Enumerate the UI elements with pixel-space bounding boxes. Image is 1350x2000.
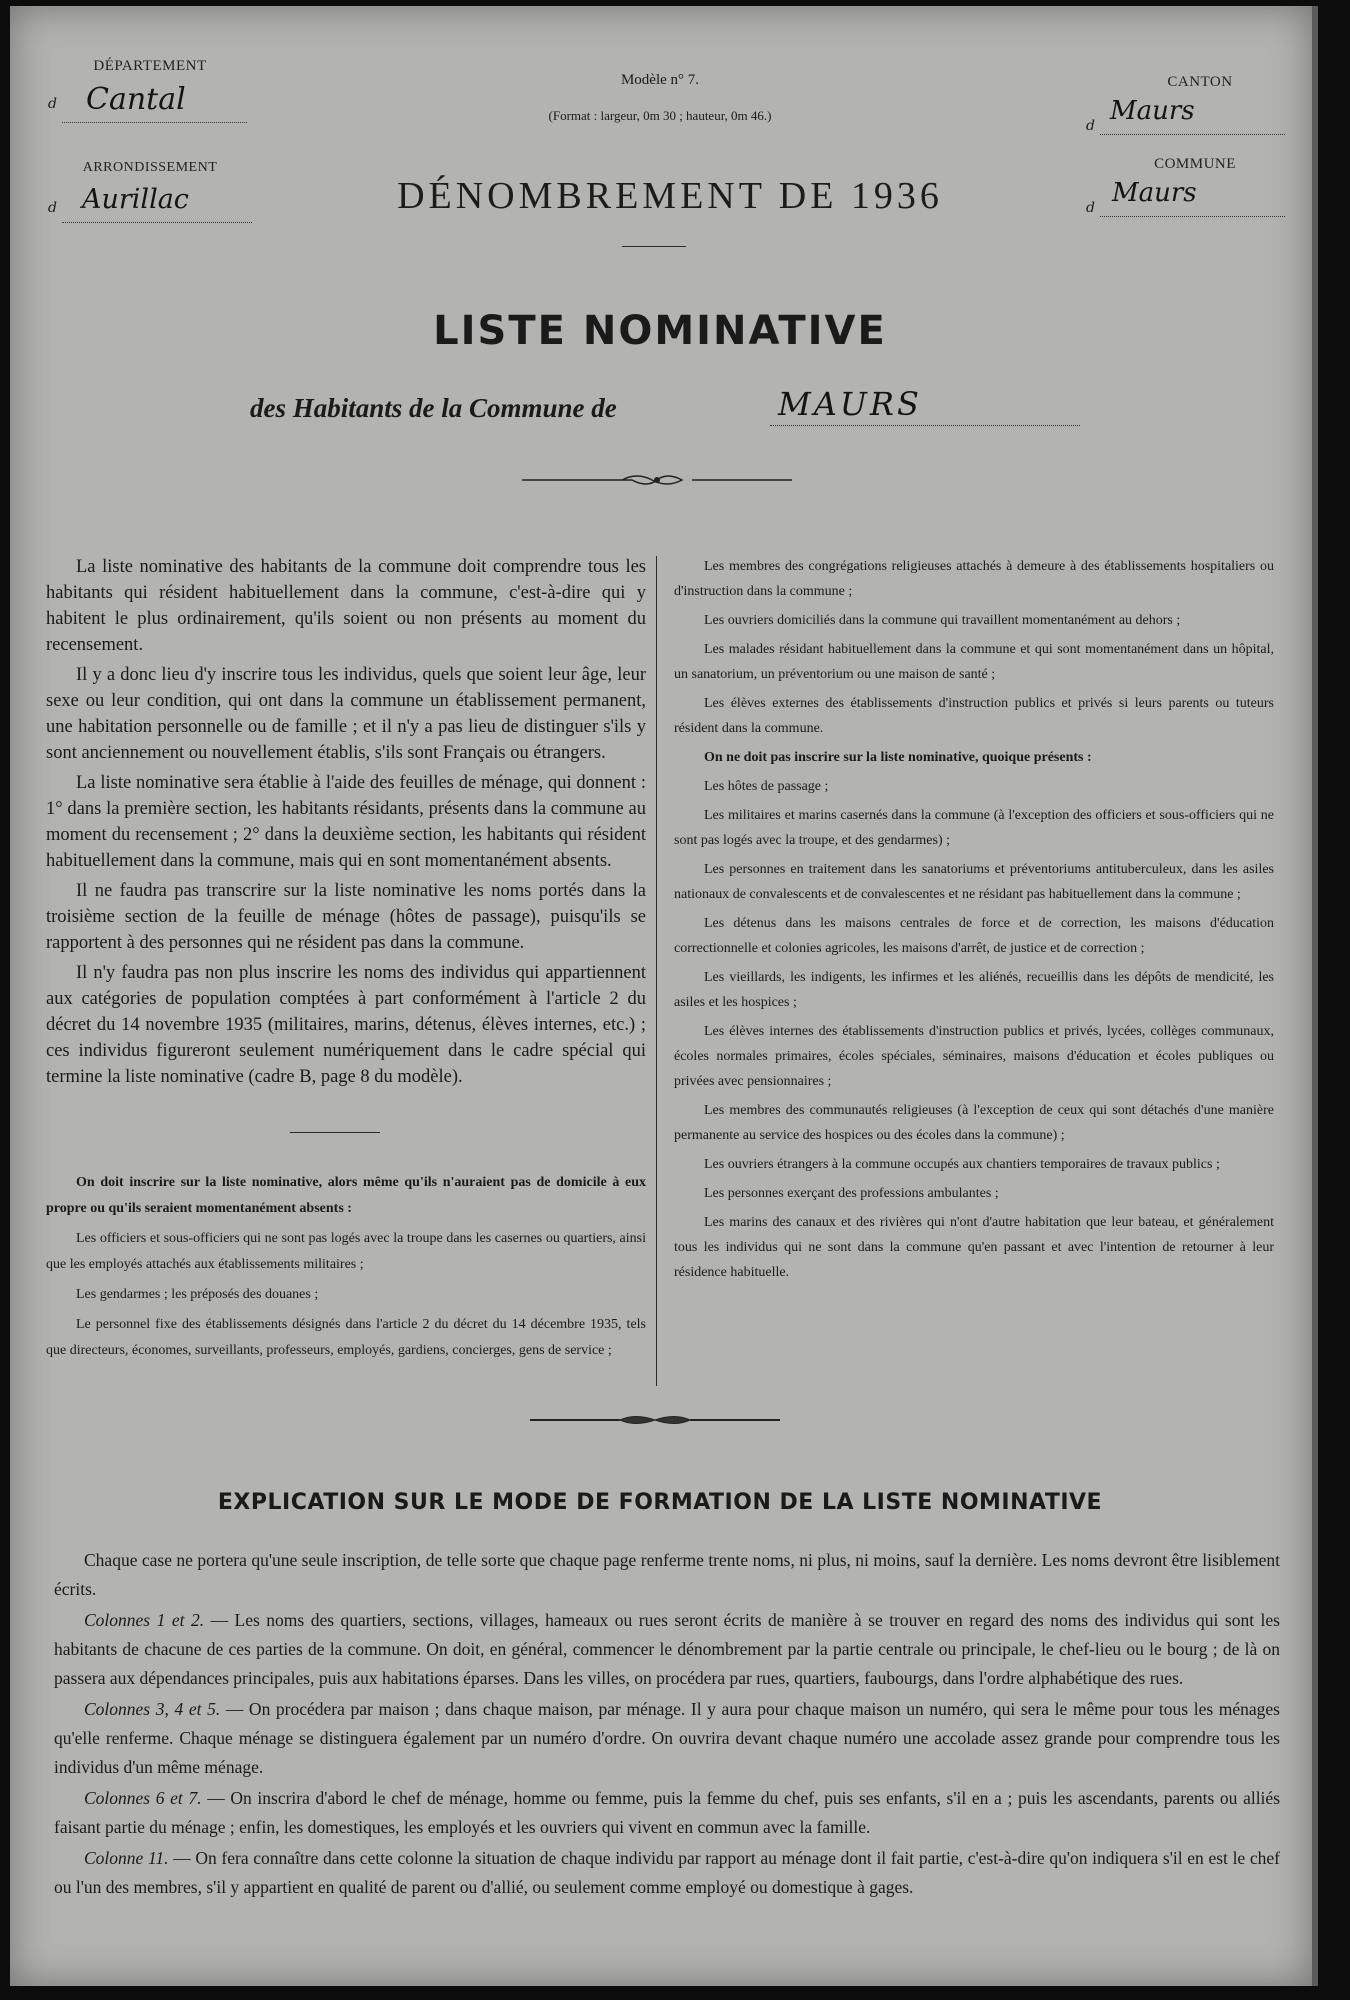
explication-body <box>54 1546 1280 1904</box>
ornament-icon <box>522 472 792 488</box>
left-column <box>46 554 646 1094</box>
subtitle-row <box>250 385 1100 431</box>
explication-item-2 <box>54 1695 1280 1782</box>
left-paragraph-5: Il n'y faudra pas non plus inscrire les noms des individus qui appartiennent aux catégories de population comptées à part conformément à l'article 2 du décret du 14 novembre 1935 (militaires, marins, détenus, élèves internes, etc.) ; ces individus figureront seulement numériquement dans le cadre spécial qui termine la liste nominative (cadre B, page 8 du modèle). <box>46 963 646 1087</box>
modele-number: Modèle n° 7. <box>620 72 700 88</box>
denombrement-title: DÉNOMBREMENT DE 1936 <box>397 175 943 217</box>
format-note: (Format : largeur, 0m 30 ; hauteur, 0m 46.) <box>548 108 772 123</box>
arrondissement-value: Aurillac <box>82 184 189 215</box>
right-item-3: Les personnes en traitement dans les sanatoriums et préventoriums antituberculeux, dans les asiles nationaux de convalescents et de convalescentes et ne résidant pas habituellement dans la commune ; <box>674 862 1274 902</box>
right-column <box>674 554 1274 1289</box>
right-item-7: Les membres des communautés religieuses (à l'exception de ceux qui sont détachés d'une manière permanente au service des hospices ou des écoles dans la commune) ; <box>674 1103 1274 1143</box>
arrondissement-label: ARRONDISSEMENT <box>82 160 218 175</box>
right-item-top-2: Les ouvriers domiciliés dans la commune qui travaillent momentanément au dehors ; <box>704 613 1181 628</box>
commune-prefix: d <box>1086 200 1095 216</box>
subtitle-text: des Habitants de la Commune de <box>250 393 617 423</box>
explication-item-2-lead: Colonnes 3, 4 et 5. <box>84 1699 221 1719</box>
explication-item-1-lead: Colonnes 1 et 2. <box>84 1610 205 1630</box>
ornament-divider-2 <box>530 1412 780 1428</box>
explication-item-3 <box>54 1784 1280 1842</box>
left-divider <box>290 1132 380 1133</box>
inscrire-item-2: Les gendarmes ; les préposés des douanes ; <box>76 1287 319 1302</box>
departement-value: Cantal <box>86 82 186 117</box>
ornament-divider <box>522 472 792 488</box>
arrondissement-prefix: d <box>48 200 57 216</box>
ornament-icon <box>530 1412 780 1428</box>
departement-prefix: d <box>48 96 57 112</box>
arrondissement-field <box>62 178 252 223</box>
commune-value: Maurs <box>1112 178 1197 208</box>
explication-item-1-text: — Les noms des quartiers, sections, villages, hameaux ou rues seront écrits de manière à se trouver en regard des noms des individus qui sont les habitants de chacune de ces parties de la commune. On doit, en général, commencer le dénombrement par la partie centrale ou principale, le chef-lieu ou le bourg ; de là on passera aux dépendances principales, puis aux habitations éparses. Dans les villes, on procédera par rues, quartiers, faubourgs, dans l'ordre alphabétique des rues. <box>54 1610 1280 1688</box>
column-separator <box>656 556 657 1386</box>
commune-label: COMMUNE <box>1154 156 1236 172</box>
left-bottom-block <box>46 1170 646 1368</box>
canton-value: Maurs <box>1110 96 1195 126</box>
subtitle-value: MAURS <box>778 385 922 423</box>
right-item-top-4: Les élèves externes des établissements d'instruction publics et privés si leurs parents ou tuteurs résident dans la commune. <box>674 696 1274 736</box>
right-item-2: Les militaires et marins casernés dans la commune (à l'exception des officiers et sous-officiers qui ne sont pas logés avec la troupe, et des gendarmes) ; <box>674 808 1274 848</box>
inscrire-item-1: Les officiers et sous-officiers qui ne sont pas logés avec la troupe dans les casernes ou quartiers, ainsi que les employés attachés aux établissements militaires ; <box>46 1231 646 1272</box>
canton-field <box>1100 98 1285 135</box>
commune-field <box>1100 178 1285 217</box>
explication-item-4 <box>54 1844 1280 1902</box>
main-title: LISTE NOMINATIVE <box>433 308 887 354</box>
subtitle-field-line <box>770 425 1080 426</box>
census-page <box>10 6 1318 1986</box>
explication-title: EXPLICATION SUR LE MODE DE FORMATION DE LA LISTE NOMINATIVE <box>217 1490 1103 1515</box>
right-item-top-1: Les membres des congrégations religieuses attachés à demeure à des établissements hospitaliers ou d'instruction dans la commune ; <box>674 559 1274 599</box>
explication-intro: Chaque case ne portera qu'une seule inscription, de telle sorte que chaque page renferme trente noms, ni plus, ni moins, sauf la dernière. Les noms devront être lisiblement écrits. <box>54 1550 1280 1599</box>
right-item-top-3: Les malades résidant habituellement dans la commune et qui sont momentanément dans un hôpital, un sanatorium, un préventorium ou une maison de santé ; <box>674 642 1274 682</box>
left-paragraph-3: La liste nominative sera établie à l'aide des feuilles de ménage, qui donnent : 1° dans la première section, les habitants résidants, présents dans la commune au moment du recensement ; 2° dans la deuxième section, les habitants qui résident habituellement dans la commune, mais qui en sont momentanément absents. <box>46 773 646 871</box>
ne-pas-inscrire-heading: On ne doit pas inscrire sur la liste nominative, quoique présents : <box>704 750 1092 765</box>
title-divider <box>622 246 686 247</box>
right-item-4: Les détenus dans les maisons centrales de force et de correction, les maisons d'éducation correctionnelle et colonies agricoles, les maisons d'arrêt, de justice et de correction ; <box>674 916 1274 956</box>
left-paragraph-4: Il ne faudra pas transcrire sur la liste nominative les noms portés dans la troisième section de la feuille de ménage (hôtes de passage), puisqu'ils se rapportent à des personnes qui ne résident pas dans la commune. <box>46 881 646 953</box>
right-item-8: Les ouvriers étrangers à la commune occupés aux chantiers temporaires de travaux publics ; <box>704 1157 1220 1172</box>
canton-prefix: d <box>1086 118 1095 134</box>
explication-item-4-lead: Colonne 11. <box>84 1848 169 1868</box>
inscrire-item-3: Le personnel fixe des établissements désignés dans l'article 2 du décret du 14 décembre 1935, tels que directeurs, économes, surveillants, professeurs, employés, gardiens, concierges, gens de service ; <box>46 1317 646 1358</box>
canton-label: CANTON <box>1167 74 1233 90</box>
right-item-1: Les hôtes de passage ; <box>704 779 829 794</box>
right-item-6: Les élèves internes des établissements d'instruction publics et privés, lycées, collèges communaux, écoles normales primaires, écoles spéciales, séminaires, maisons d'éducation et écoles publiques ou privées avec pensionnaires ; <box>674 1024 1274 1089</box>
right-item-9: Les personnes exerçant des professions ambulantes ; <box>704 1186 999 1201</box>
explication-item-1 <box>54 1606 1280 1693</box>
explication-item-3-text: — On inscrira d'abord le chef de ménage, homme ou femme, puis la femme du chef, puis ses enfants, s'il en a ; puis les ascendants, parents ou alliés faisant partie du ménage ; enfin, les domestiques, les employés et les ouvriers qui vivent en commun avec la famille. <box>54 1788 1280 1837</box>
departement-field <box>62 78 247 123</box>
explication-item-3-lead: Colonnes 6 et 7. <box>84 1788 202 1808</box>
explication-item-4-text: — On fera connaître dans cette colonne la situation de chaque individu par rapport au ménage dont il fait partie, c'est-à-dire qu'on indiquera s'il en est le chef ou l'un des membres, s'il y appartient en qualité de parent ou d'allié, ou seulement comme employé ou domestique à gages. <box>54 1848 1280 1897</box>
explication-item-2-text: — On procédera par maison ; dans chaque maison, par ménage. Il y aura pour chaque maison un numéro, qui sera le même pour tous les ménages qu'elle renferme. Chaque ménage se distinguera également par un numéro d'ordre. On ouvrira devant chaque numéro une accolade assez grande pour comprendre tous les individus d'un même ménage. <box>54 1699 1280 1777</box>
departement-label: DÉPARTEMENT <box>93 58 207 74</box>
right-item-5: Les vieillards, les indigents, les infirmes et les aliénés, recueillis dans les dépôts de mendicité, les asiles et les hospices ; <box>674 970 1274 1010</box>
inscrire-heading: On doit inscrire sur la liste nominative, alors même qu'ils n'auraient pas de domicile à eux propre ou qu'ils seraient momentanément absents : <box>46 1175 646 1216</box>
left-paragraph-1: La liste nominative des habitants de la commune doit comprendre tous les habitants qui résident habituellement dans la commune, c'est-à-dire qui y habitent le plus ordinairement, qu'ils soient ou non présents au moment du recensement. <box>46 557 646 655</box>
right-item-10: Les marins des canaux et des rivières qui n'ont d'autre habitation que leur bateau, et généralement tous les individus qui ne sont dans la commune qu'en passant et avec l'intention de retourner à leur résidence habituelle. <box>674 1215 1274 1280</box>
left-paragraph-2: Il y a donc lieu d'y inscrire tous les individus, quels que soient leur âge, leur sexe ou leur condition, qui ont dans la commune un établissement permanent, une habitation personnelle ou de famille ; et il n'y a pas lieu de distinguer s'ils y sont anciennement ou nouvellement établis, s'ils sont Français ou étrangers. <box>46 665 646 763</box>
